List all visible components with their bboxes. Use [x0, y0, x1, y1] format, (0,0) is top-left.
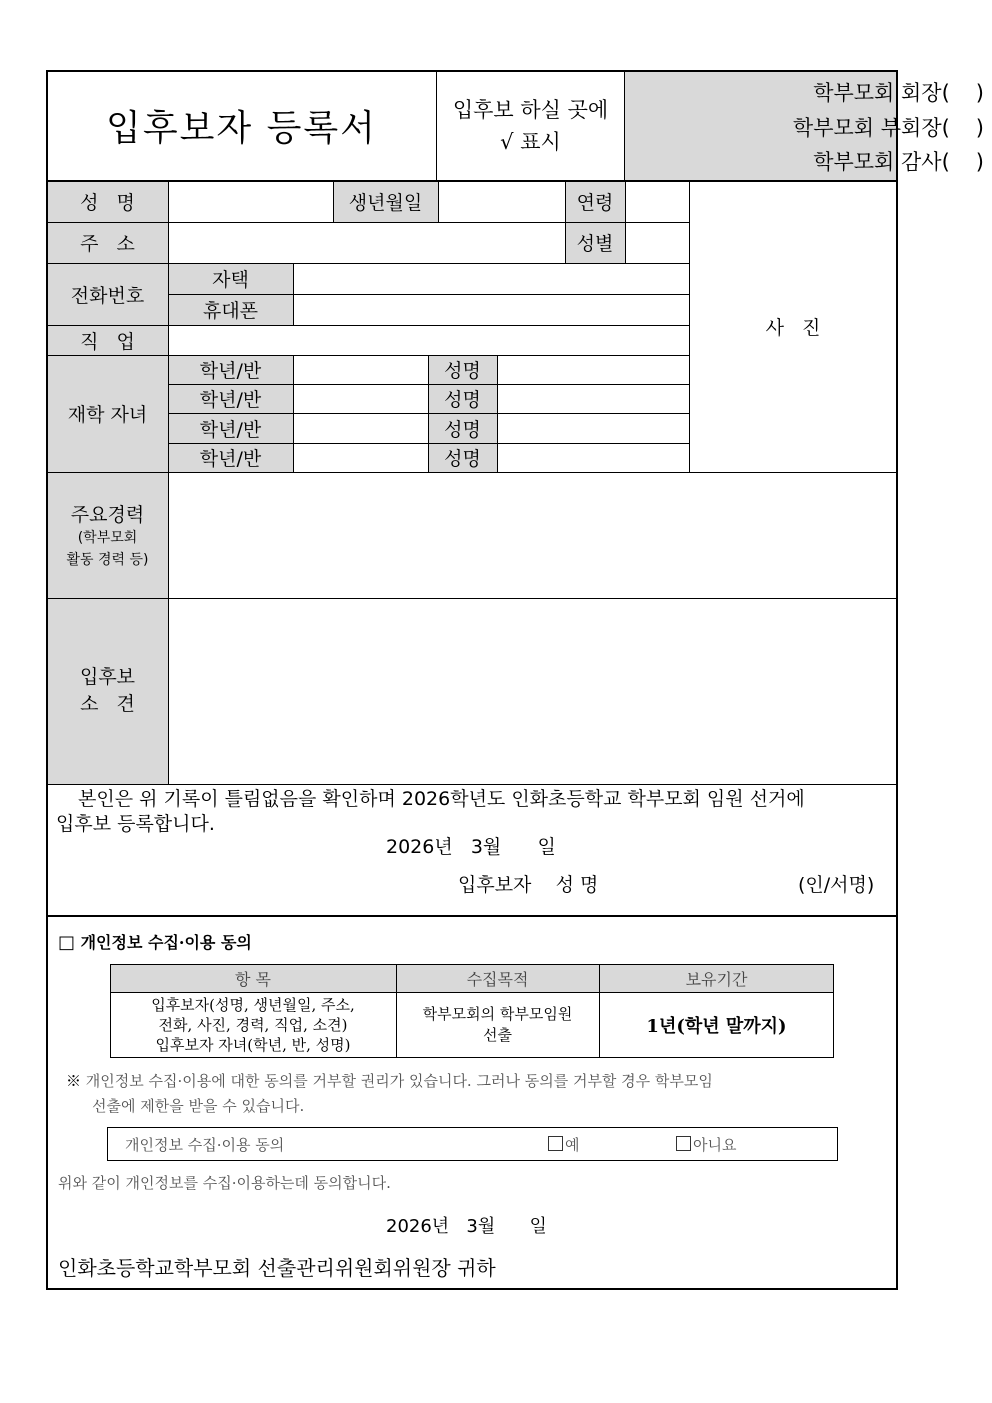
- mark-instruction-line1: 입후보 하실 곳에: [452, 97, 609, 122]
- grade-class-label: 학년/반: [199, 389, 262, 411]
- consent-item-line3: 입후보자 자녀(학년, 반, 성명): [155, 1036, 351, 1054]
- grade-class-label: 학년/반: [199, 448, 262, 470]
- checkbox-icon[interactable]: [548, 1136, 563, 1151]
- declaration-line1: 본인은 위 기록이 틀림없음을 확인하며 2026학년도 인화초등학교 학부모회 임원 선거에: [78, 788, 805, 810]
- consent-no-option[interactable]: [676, 1134, 736, 1155]
- child-name-label: 성명: [444, 360, 481, 382]
- home-phone-label: 자택: [212, 269, 249, 291]
- career-label: [47, 472, 168, 598]
- age-label: 연령: [576, 192, 614, 214]
- phone-label: 전화번호: [70, 284, 145, 307]
- role-auditor[interactable]: [813, 146, 984, 176]
- mark-instruction-line2: √ 표시: [500, 129, 561, 154]
- role-close: ): [975, 116, 984, 140]
- consent-item-line2: 전화, 사진, 경력, 직업, 소견): [158, 1016, 348, 1034]
- career-label-sub1: (학부모회: [77, 529, 138, 546]
- address-label: 주 소: [80, 233, 135, 255]
- opinion-label-line1: 입후보: [79, 666, 136, 688]
- consent-col-item: 항 목: [235, 969, 271, 989]
- child-name-label: 성명: [444, 418, 481, 441]
- consent-table: [110, 964, 834, 1058]
- consent-date: 2026년 3월 일: [386, 1216, 547, 1237]
- consent-heading-text: 개인정보 수집·이용 동의: [80, 933, 252, 952]
- consent-purpose-line2: 선출: [483, 1026, 512, 1044]
- consent-heading-box-icon: □: [58, 932, 76, 953]
- career-input[interactable]: [168, 472, 897, 598]
- name-label: 성 명: [80, 192, 135, 214]
- notice-text1: 개인정보 수집·이용에 대한 동의를 거부할 권리가 있습니다. 그러나 동의를 거부할 경우 학부모임: [85, 1072, 713, 1090]
- gender-input[interactable]: [625, 222, 689, 263]
- consent-agree-label: 개인정보 수집·이용 동의: [125, 1136, 285, 1154]
- address-input[interactable]: [168, 222, 565, 263]
- addressee: 인화초등학교학부모회 선출관리위원회위원장 귀하: [58, 1256, 496, 1280]
- age-input[interactable]: [625, 181, 689, 222]
- opinion-label: [47, 598, 168, 784]
- mobile-phone-label: 휴대폰: [202, 300, 259, 322]
- declaration-seal[interactable]: (인/서명): [798, 874, 875, 896]
- role-auditor-label: 학부모회 감사(: [813, 150, 950, 174]
- mobile-phone-input[interactable]: [293, 294, 689, 325]
- consent-yes-option[interactable]: [548, 1134, 580, 1155]
- birth-label: 생년월일: [348, 192, 423, 214]
- consent-heading: [58, 930, 252, 953]
- opinion-input[interactable]: [168, 598, 897, 784]
- grade-class-input[interactable]: [293, 384, 428, 413]
- children-label: 재학 자녀: [67, 404, 148, 426]
- consent-no-label: 아니요: [693, 1136, 737, 1154]
- consent-notice-line1: [66, 1070, 713, 1091]
- job-label: 직 업: [80, 330, 135, 353]
- declaration-line2: 입후보 등록합니다.: [56, 813, 215, 835]
- grade-class-input[interactable]: [293, 443, 428, 472]
- consent-item-cell: [110, 992, 396, 1058]
- role-president-label: 학부모회 회장(: [813, 81, 950, 105]
- grade-class-label: 학년/반: [199, 360, 262, 382]
- grade-class-input[interactable]: [293, 413, 428, 443]
- role-vice-president[interactable]: [793, 112, 984, 142]
- career-label-sub2: 활동 경력 등): [66, 551, 149, 568]
- child-name-input[interactable]: [497, 443, 689, 472]
- grade-class-input[interactable]: [293, 355, 428, 384]
- opinion-label-line2: 소 견: [80, 693, 135, 715]
- consent-col-purpose: 수집목적: [466, 969, 529, 989]
- notice-mark: ※: [66, 1072, 82, 1090]
- form-title: 입후보자 등록서: [106, 108, 377, 149]
- consent-purpose-cell: [396, 992, 599, 1058]
- child-name-input[interactable]: [497, 413, 689, 443]
- role-close: ): [975, 150, 984, 174]
- checkbox-icon[interactable]: [676, 1136, 691, 1151]
- photo-area[interactable]: 사 진: [765, 317, 821, 339]
- name-input[interactable]: [168, 181, 333, 222]
- declaration-signer: 입후보자 성 명: [458, 874, 599, 896]
- home-phone-input[interactable]: [293, 263, 689, 294]
- job-input[interactable]: [168, 325, 689, 355]
- consent-notice-line2: 선출에 제한을 받을 수 있습니다.: [92, 1097, 305, 1115]
- consent-agree-sentence: 위와 같이 개인정보를 수집·이용하는데 동의합니다.: [58, 1174, 391, 1192]
- consent-yes-label: 예: [565, 1136, 580, 1154]
- mark-instruction: [437, 71, 624, 180]
- declaration-date: 2026년 3월 일: [386, 836, 556, 858]
- child-name-input[interactable]: [497, 384, 689, 413]
- child-name-input[interactable]: [497, 355, 689, 384]
- child-name-label: 성명: [444, 448, 481, 470]
- gender-label: 성별: [576, 233, 614, 255]
- consent-item-line1: 입후보자(성명, 생년월일, 주소,: [151, 996, 355, 1014]
- consent-purpose-line1: 학부모회의 학부모임원: [422, 1005, 573, 1023]
- career-label-main: 주요경력: [70, 503, 145, 526]
- role-close: ): [975, 81, 984, 105]
- grade-class-label: 학년/반: [199, 418, 262, 441]
- role-vice-president-label: 학부모회 부회장(: [792, 116, 950, 140]
- consent-col-period: 보유기간: [685, 969, 748, 989]
- consent-period-cell: 1년(학년 말까지): [646, 1016, 787, 1037]
- child-name-label: 성명: [444, 389, 481, 411]
- birth-input[interactable]: [438, 181, 565, 222]
- role-president[interactable]: [813, 77, 984, 107]
